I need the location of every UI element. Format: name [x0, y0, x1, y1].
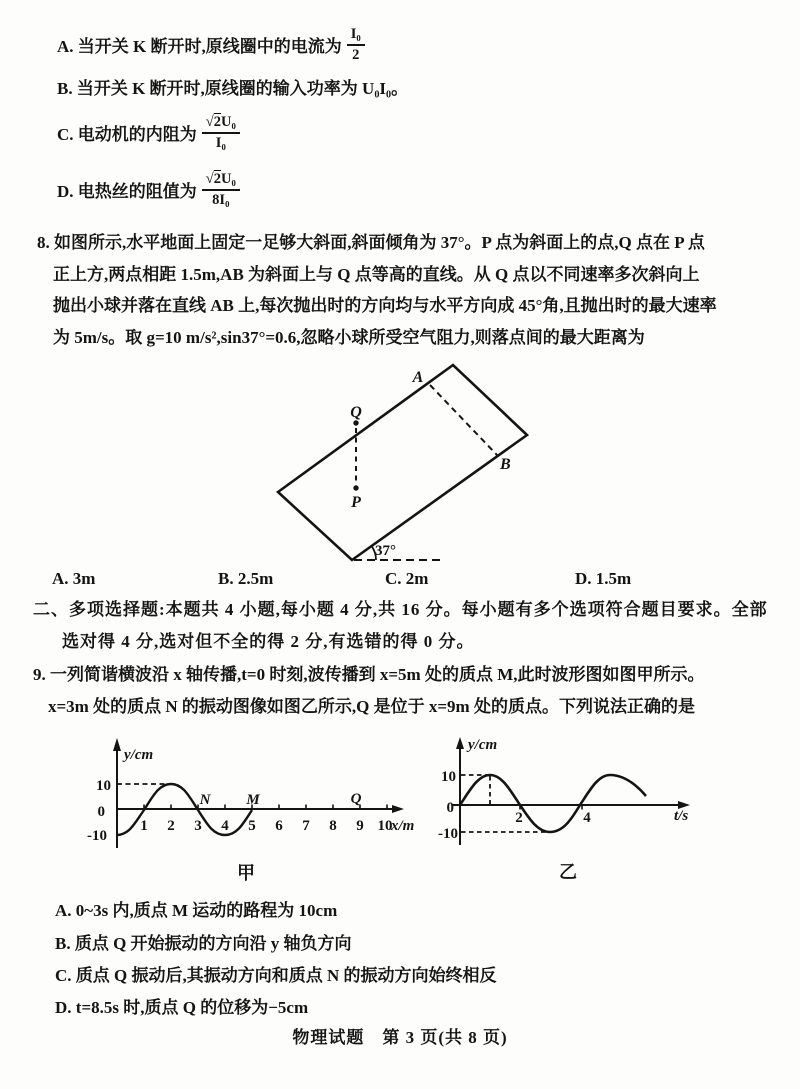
- q9-option-b: B. 质点 Q 开始振动的方向沿 y 轴负方向: [55, 934, 352, 953]
- diagram-label-b: B: [500, 456, 511, 473]
- fraction: [347, 26, 365, 63]
- section2-header-line-1: 二、多项选择题:本题共 4 小题,每小题 4 分,共 16 分。每小题有多个选项符合题目要求。全部: [33, 600, 768, 619]
- svg-text:9: 9: [356, 818, 364, 834]
- q9-text-line-2: x=3m 处的质点 N 的振动图像如图乙所示,Q 是位于 x=9m 处的质点。下列说法正确的是: [48, 697, 695, 716]
- angle-label: 37°: [375, 543, 396, 559]
- y-axis-arrow: [113, 738, 121, 751]
- q9-option-c: C. 质点 Q 振动后,其振动方向和质点 N 的振动方向始终相反: [55, 966, 497, 985]
- point-label-q: Q: [350, 791, 362, 807]
- svg-text:6: 6: [275, 818, 283, 834]
- vibration-curve: [460, 775, 646, 832]
- q8-option-b: B. 2.5m: [218, 569, 274, 588]
- fraction-numerator: I₀: [347, 26, 365, 46]
- incline-rectangle: [278, 365, 527, 560]
- q7-option-c-text: C. 电动机的内阻为: [57, 125, 197, 145]
- svg-text:8: 8: [329, 818, 337, 834]
- y-axis-label: y/cm: [468, 737, 498, 753]
- fraction: [202, 114, 240, 151]
- q7-option-a: [57, 26, 365, 63]
- diagram-label-a: A: [412, 369, 424, 386]
- q8-option-d: D. 1.5m: [575, 569, 632, 588]
- section2-header-line-2: 选对得 4 分,选对但不全的得 2 分,有选错的得 0 分。: [62, 632, 475, 651]
- x-tick-labels: [140, 818, 392, 834]
- q7-option-b: B. 当开关 K 断开时,原线圈的输入功率为 U₀I₀。: [57, 79, 409, 98]
- q7-option-d-text: D. 电热丝的阻值为: [57, 182, 197, 202]
- q8-text-line-3: 抛出小球并落在直线 AB 上,每次抛出时的方向均与水平方向成 45°角,且抛出时的最大速率: [53, 296, 717, 315]
- point-p: [353, 485, 358, 490]
- svg-text:10: 10: [377, 818, 393, 834]
- q7-option-c: [57, 114, 240, 151]
- point-q: [353, 420, 358, 425]
- graph-jia: [55, 733, 420, 863]
- diagram-label-p: P: [351, 494, 361, 511]
- x-axis-arrow: [392, 805, 404, 813]
- x-axis-label: x/m: [391, 818, 415, 834]
- fraction-numerator: √2U₀: [202, 171, 240, 191]
- fraction: [202, 171, 240, 208]
- q7-option-a-text: A. 当开关 K 断开时,原线圈中的电流为: [57, 37, 342, 57]
- q8-text-line-2: 正上方,两点相距 1.5m,AB 为斜面上与 Q 点等高的直线。从 Q 点以不同速率多次斜向上: [53, 264, 700, 284]
- point-label-n: N: [199, 792, 211, 808]
- t-tick-label: 4: [583, 810, 591, 826]
- y-axis-arrow: [456, 737, 464, 749]
- q8-option-c: C. 2m: [385, 569, 429, 588]
- y-tick-label: 0: [97, 804, 105, 820]
- page-footer: 物理试题 第 3 页(共 8 页): [292, 1028, 508, 1047]
- q9-text-line-1: 9. 一列简谐横波沿 x 轴传播,t=0 时刻,波传播到 x=5m 处的质点 M,此时波形图如图甲所示。: [33, 665, 705, 684]
- q7-option-d: [57, 171, 240, 208]
- svg-text:2: 2: [167, 818, 175, 834]
- y-tick-label: 0: [446, 800, 454, 816]
- y-tick-label: -10: [438, 826, 458, 842]
- svg-text:3: 3: [194, 818, 202, 834]
- fraction-denominator: I₀: [215, 134, 226, 151]
- y-tick-label: 10: [441, 769, 456, 785]
- y-tick-label: 10: [96, 778, 111, 794]
- graph-yi: [428, 733, 758, 863]
- q9-option-a: A. 0~3s 内,质点 M 运动的路程为 10cm: [55, 901, 338, 920]
- svg-text:1: 1: [140, 818, 148, 834]
- svg-text:5: 5: [248, 818, 256, 834]
- t-axis-label: t/s: [674, 808, 689, 824]
- q8-paragraph: [37, 227, 717, 353]
- t-tick-label: 2: [515, 810, 523, 826]
- caption-yi: 乙: [559, 862, 577, 882]
- fraction-numerator: √2U₀: [202, 114, 240, 134]
- fraction-denominator: 8I₀: [212, 191, 230, 208]
- svg-text:4: 4: [221, 818, 229, 834]
- q8-text-line-1: 8. 如图所示,水平地面上固定一足够大斜面,斜面倾角为 37°。P 点为斜面上的点,Q 点在 P 点: [37, 233, 705, 252]
- fraction-denominator: 2: [352, 46, 360, 63]
- q9-option-d: D. t=8.5s 时,质点 Q 的位移为−5cm: [55, 998, 309, 1017]
- q8-incline-diagram: [248, 355, 568, 580]
- svg-text:7: 7: [302, 818, 310, 834]
- diagram-label-q: Q: [350, 404, 362, 421]
- y-axis-label: y/cm: [124, 747, 154, 763]
- caption-jia: 甲: [237, 863, 255, 883]
- y-tick-label: -10: [87, 828, 107, 844]
- q8-text-line-4: 为 5m/s。取 g=10 m/s²,sin37°=0.6,忽略小球所受空气阻力,则落点间的最大距离为: [53, 327, 645, 347]
- point-label-m: M: [246, 792, 260, 808]
- q8-option-a: A. 3m: [52, 569, 96, 588]
